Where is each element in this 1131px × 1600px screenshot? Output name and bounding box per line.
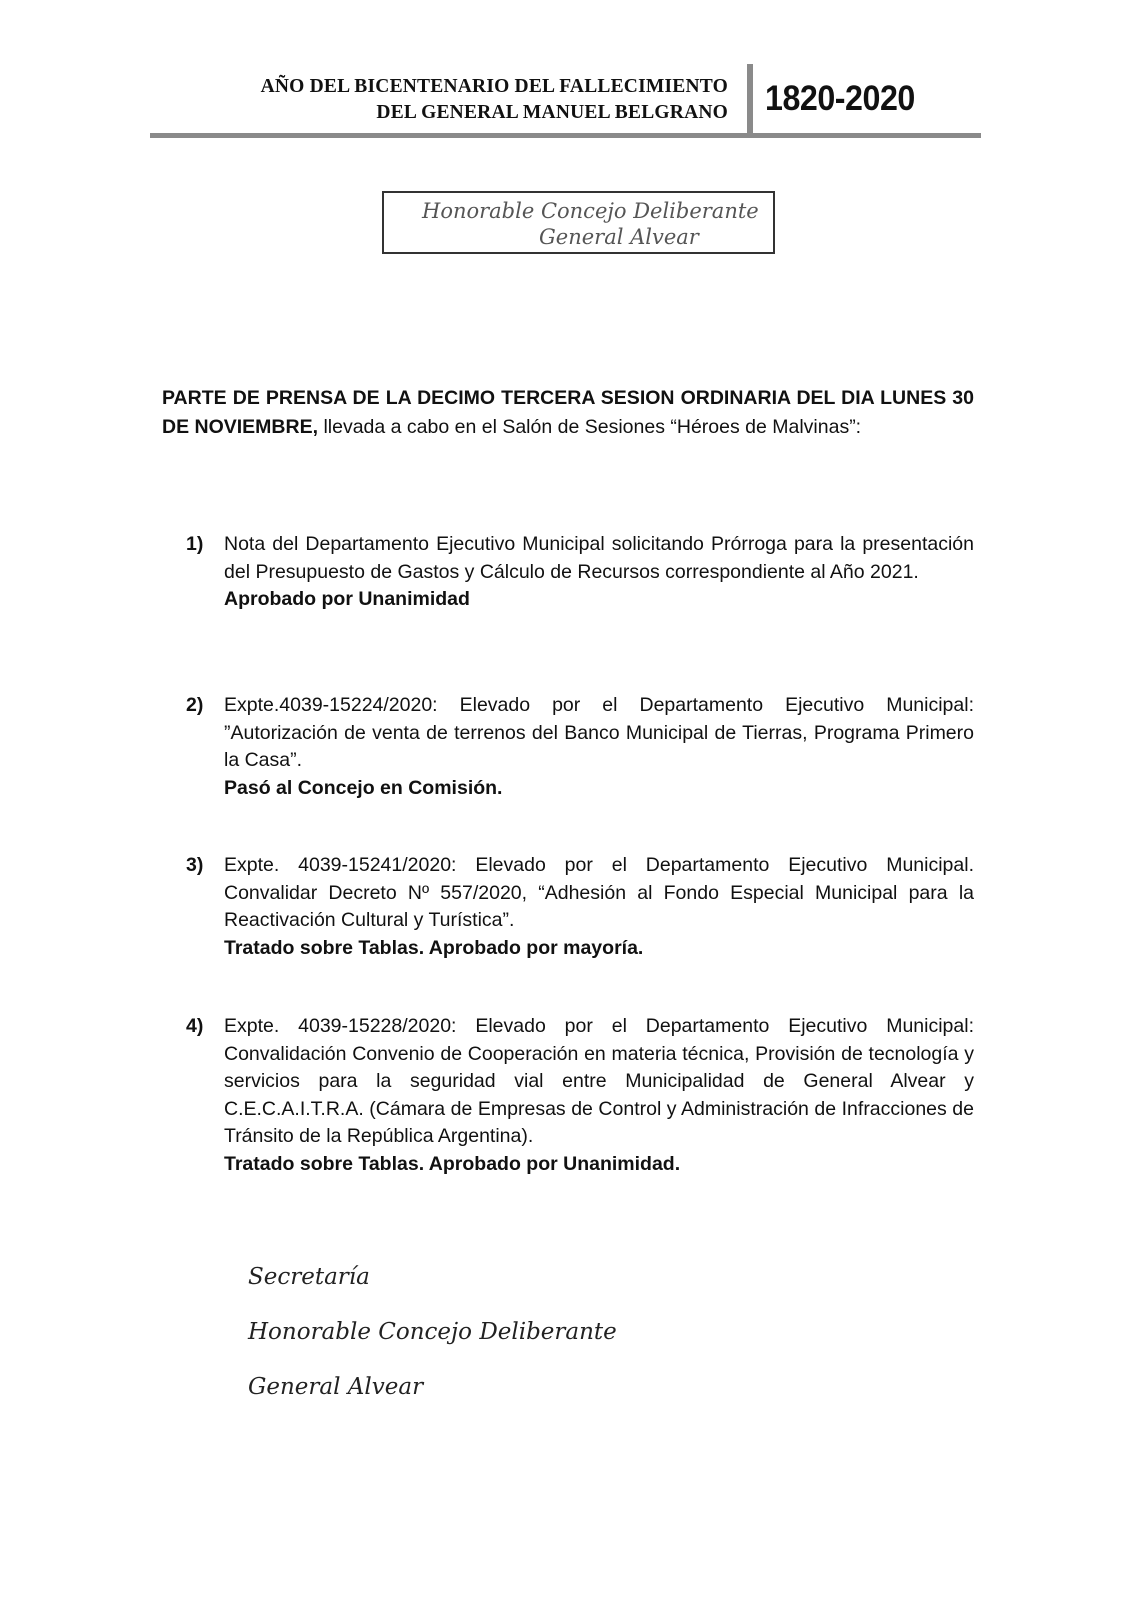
item-text: Expte. 4039-15228/2020: Elevado por el Departamento Ejecutivo Municipal: Convalidación Convenio de Cooperación en materia técnica, Provisión de tecnología y servicios para la seguridad vial entre Municipalidad de General Alvear y C.E.C.A.I.T.R.A. (Cámara de Empresas de Control y Administración de Infracciones de Tránsito de la República Argentina). — [224, 1015, 974, 1147]
bicentenary-banner — [150, 74, 728, 126]
item-text: Expte.4039-15224/2020: Elevado por el Departamento Ejecutivo Municipal: ”Autorización de venta de terrenos del Banco Municipal de Tierras, Programa Primero la Casa”. — [224, 694, 974, 771]
intro-text: llevada a cabo en el Salón de Sesiones “Héroes de Malvinas”: — [323, 416, 862, 438]
banner-divider-vertical — [747, 64, 753, 136]
item-number: 3) — [186, 854, 204, 876]
signature-line-2: Honorable Concejo Deliberante — [248, 1319, 617, 1345]
banner-line-1: AÑO DEL BICENTENARIO DEL FALLECIMIENTO — [260, 76, 728, 97]
letterhead-line-2: General Alvear — [539, 225, 699, 249]
banner-line-2: DEL GENERAL MANUEL BELGRANO — [376, 102, 728, 123]
press-release-intro — [162, 384, 974, 442]
signature-line-1: Secretaría — [248, 1264, 370, 1290]
banner-years: 1820-2020 — [765, 79, 915, 118]
item-text: Nota del Departamento Ejecutivo Municipal solicitando Prórroga para la presentación del Presupuesto de Gastos y Cálculo de Recursos correspondiente al Año 2021. — [224, 533, 974, 583]
item-result: Aprobado por Unanimidad — [224, 588, 470, 610]
item-number: 2) — [186, 694, 204, 716]
banner-divider-horizontal — [150, 133, 981, 138]
intro-heading: PARTE DE PRENSA DE LA DECIMO TERCERA SESION ORDINARIA DEL DIA LUNES 30 DE NOVIEMBRE, — [162, 387, 974, 438]
letterhead-line-1: Honorable Concejo Deliberante — [422, 199, 759, 223]
council-letterhead — [382, 191, 775, 254]
item-text: Expte. 4039-15241/2020: Elevado por el Departamento Ejecutivo Municipal. Convalidar Decreto Nº 557/2020, “Adhesión al Fondo Especial Municipal para la Reactivación Cultural y Turística”. — [224, 854, 974, 931]
signature-line-3: General Alvear — [248, 1374, 424, 1400]
item-result: Tratado sobre Tablas. Aprobado por Unanimidad. — [224, 1152, 681, 1175]
item-result: Tratado sobre Tablas. Aprobado por mayoría. — [224, 936, 644, 959]
item-result: Pasó al Concejo en Comisión. — [224, 776, 503, 799]
item-number: 4) — [186, 1015, 204, 1037]
item-number: 1) — [186, 533, 204, 555]
signature-block — [248, 1262, 617, 1427]
